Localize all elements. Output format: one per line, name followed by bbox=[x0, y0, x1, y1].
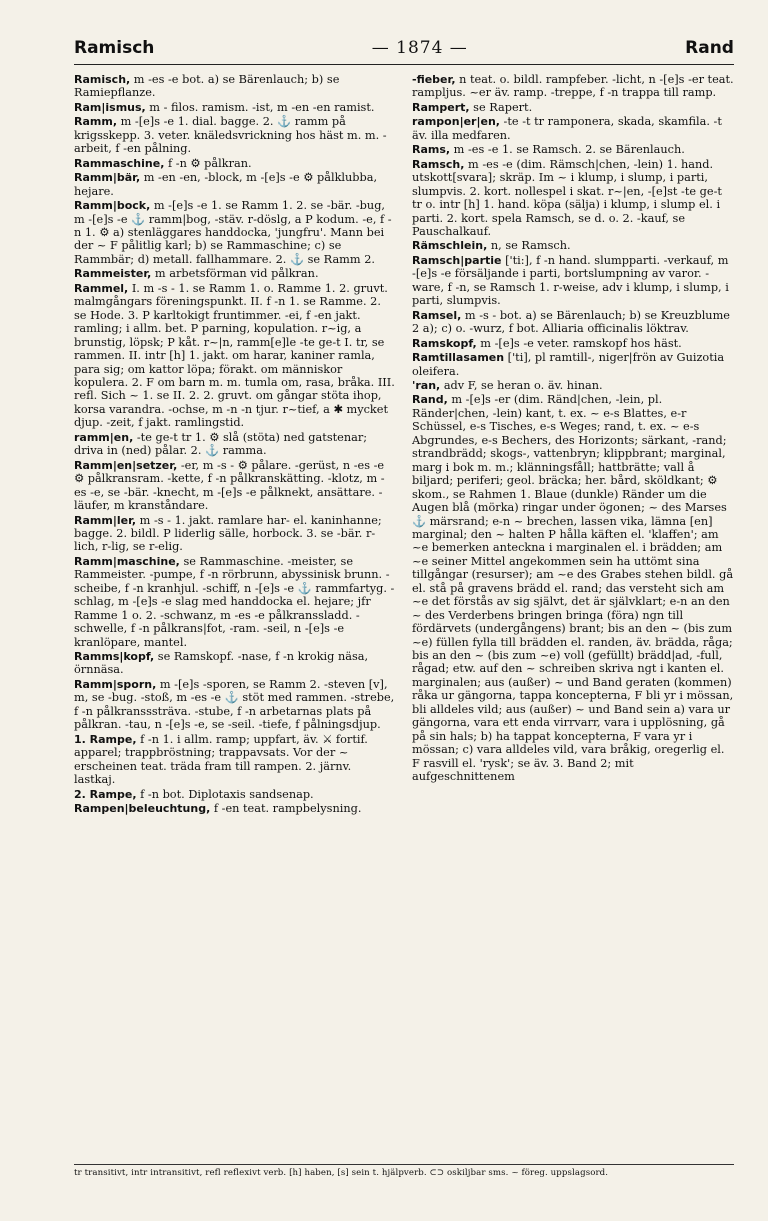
entry-definition: m arbetsförman vid pålkran. bbox=[151, 267, 319, 281]
entry-headword: Ramtillasamen bbox=[412, 351, 505, 365]
dictionary-entry bbox=[412, 309, 734, 336]
entry-definition: -te ge-t tr 1. ⚙ slå (stöta) ned gatstenar; driva in (ned) pålar. 2. ⚓ ramma. bbox=[74, 430, 368, 458]
entry-headword: Rämschlein, bbox=[412, 239, 488, 253]
entry-headword: Ramsch|partie bbox=[412, 253, 502, 267]
entry-headword: Ramm|sporn, bbox=[74, 677, 157, 691]
entry-headword: Ramm, bbox=[74, 115, 117, 129]
entry-headword: 'ran, bbox=[412, 378, 441, 392]
entry-headword: Ramms|kopf, bbox=[74, 650, 155, 664]
dictionary-entry bbox=[412, 143, 734, 156]
dictionary-entry bbox=[74, 514, 396, 554]
dictionary-entry bbox=[74, 171, 396, 198]
entry-definition: m -es -e bot. a) se Bärenlauch; b) se Ramiepflanze. bbox=[74, 73, 340, 100]
entry-definition: f -n bot. Diplotaxis sandsenap. bbox=[136, 787, 314, 801]
entry-definition: se Ramskopf. -nase, f -n krokig näsa, örnnäsa. bbox=[74, 650, 369, 677]
entry-definition: se Rapert. bbox=[469, 100, 533, 114]
dictionary-entry bbox=[74, 733, 396, 787]
entry-headword: -fieber, bbox=[412, 73, 456, 86]
entry-headword: Ramm|ler, bbox=[74, 513, 137, 527]
entry-definition: m -en -en, -block, m -[e]s -e ⚙ pålklubba, hejare. bbox=[74, 171, 378, 198]
dictionary-entry bbox=[74, 459, 396, 513]
entry-headword: Ramm|maschine, bbox=[74, 554, 180, 568]
entry-definition: f -n ⚙ pålkran. bbox=[164, 156, 252, 170]
entry-definition: -te -t tr ramponera, skada, skamfila. -t äv. illa medfaren. bbox=[412, 115, 722, 142]
entry-headword: Ramsch, bbox=[412, 157, 465, 171]
entry-definition: adv F, se heran o. äv. hinan. bbox=[440, 378, 603, 392]
abbreviation-footer: tr transitivt, intr intransitivt, refl reflexivt verb. [h] haben, [s] sein t. hjälpverb. ⊂⊃ oskiljbar sms. ~ föreg. uppslagsord. bbox=[74, 1164, 734, 1178]
dictionary-entry bbox=[74, 73, 396, 100]
entry-headword: Ramskopf, bbox=[412, 336, 477, 350]
entry-headword: Ramsel, bbox=[412, 308, 462, 322]
dictionary-entry bbox=[74, 199, 396, 266]
entry-definition: m -s - bot. a) se Bärenlauch; b) se Kreuzblume 2 a); c) o. -wurz, f bot. Alliaria officinalis löktrav. bbox=[412, 308, 730, 336]
entry-definition: n teat. o. bildl. rampfeber. -licht, n -[e]s -er teat. rampljus. ~er äv. ramp. -treppe, f -n trappa till ramp. bbox=[412, 73, 734, 100]
entry-definition: m -es -e 1. se Ramsch. 2. se Bärenlauch. bbox=[450, 143, 685, 157]
entry-definition: m -s - 1. jakt. ramlare har- el. kaninhanne; bagge. 2. bildl. P liderlig sälle, horbock. 3. se -bär. r-lich, r-lig, se r-elig. bbox=[74, 513, 382, 554]
dictionary-entry bbox=[412, 351, 734, 378]
columns bbox=[74, 73, 734, 815]
dictionary-entry bbox=[412, 254, 734, 308]
entry-definition: m -[e]s -sporen, se Ramm 2. -steven [v], m, se -bug. -stoß, m -es -e ⚓ stöt med rammen. -strebe, f -n pålkransssträva. -stube, f -n arbetarnas plats på pålkran. -tau, n -[e]s -e, se -seil. -tiefe, f pålningsdjup. bbox=[74, 677, 395, 732]
dictionary-entry bbox=[412, 73, 734, 100]
dictionary-entry bbox=[412, 393, 734, 783]
page-number: — 1874 — bbox=[371, 38, 468, 58]
entry-definition: m -[e]s -e 1. dial. bagge. 2. ⚓ ramm på krigsskepp. 3. veter. knäledsvrickning hos häst m. m. -arbeit, f -en pålning. bbox=[74, 115, 387, 156]
entry-headword: rampon|er|en, bbox=[412, 115, 500, 129]
entry-definition: se Rammaschine. -meister, se Rammeister. -pumpe, f -n rörbrunn, abyssinisk brunn. -scheibe, f -n kranhjul. -schiff, n -[e]s -e ⚓ rammfartyg. -schlag, m -[e]s -e slag med handdocka el. hejare; jfr Ramme 1 o. 2. -schwanz, m -es -e pålkranssladd. -schwelle, f -n pålkrans|fot, -ram. -seil, n -[e]s -e kranlöpare, mantel. bbox=[74, 554, 395, 649]
entry-headword: Ramisch, bbox=[74, 73, 131, 86]
dictionary-entry bbox=[74, 788, 396, 801]
entry-definition: I. m -s - 1. se Ramm 1. o. Ramme 1. 2. gruvt. malmgångars föreningspunkt. II. f -n 1. se Ramme. 2. se Hode. 3. P karltokigt fruntimmer. -ei, f -en jakt. ramling; i allm. bet. P parning, kopulation. r~ig, a brunstig, löpsk; P kåt. r~|n, ramm[e]le -te ge-t I. tr, se rammen. II. intr [h] 1. jakt. om harar, kaniner ramla, para sig; om kattor löpa; förakt. om människor kopulera. 2. F om barn m. m. tumla om, rasa, bråka. III. refl. Sich ~ 1. se II. 2. 2. gruvt. om gångar stöta ihop, korsa varandra. -ochse, m -n -n tjur. r~tief, a ✱ mycket djup. -zeit, f jakt. ramlingstid. bbox=[74, 281, 395, 430]
left-column bbox=[74, 73, 396, 815]
entry-definition: ['ti], pl ramtill-, niger|frön av Guizotia oleifera. bbox=[412, 351, 725, 378]
entry-headword: 2. Rampe, bbox=[74, 787, 137, 801]
entry-headword: Rams, bbox=[412, 143, 451, 157]
dictionary-entry bbox=[412, 158, 734, 239]
entry-headword: Rampert, bbox=[412, 100, 470, 114]
dictionary-entry bbox=[74, 282, 396, 430]
left-guide-word: Ramisch bbox=[74, 38, 155, 58]
entry-definition: m -[e]s -er (dim. Ränd|chen, -lein, pl. Ränder|chen, -lein) kant, t. ex. ~ e-s Blattes, e-r Schüssel, e-s Tisches, e-s Weges; rand, t. ex. ~ e-s Abgrundes, e-s Bechers, des Horizonts; särkant, -rand; strandbrädd; skogs-, vattenbryn; klippbrant; marginal, marg i bok m. m.; klänningsfåll; hattbrätte; vall å biljard; periferi; geol. bräcka; her. bård, sköldkant; ⚙ skom., se Rahmen 1. Blaue (dunkle) Ränder um die Augen blå (mörka) ringar under ögonen; ~ des Marses ⚓ märsrand; e-n ~ brechen, lassen vika, lämna [en] marginal; den ~ halten P hålla käften el. 'klaffen'; am ~e bemerken anteckna i marginalen el. i brädden; am ~e seiner Mittel angekommen sein ha uttömt sina tillgångar (resurser); am ~e des Grabes stehen bildl. gå el. stå på gravens brädd el. rand; das versteht sich am ~e det förstås av sig självt, det är självklart; e-n an den ~ des Verderbens bringen bringa (föra) ngn till fördärvets (undergångens) brant; bis an den ~ (bis zum ~e) füllen fylla till brädden el. randen, äv. brädda, råga; bis an den ~ (bis zum ~e) voll (gefüllt) brädd|ad, -full, rågad; etw. auf den ~ schreiben skriva ngt i kanten el. marginalen; aus (außer) ~ und Band geraten (kommen) råka ur gängorna, tappa koncepterna, F bli yr i mössan, bli alldeles vild; aus (außer) ~ und Band sein a) vara ur gängorna, vara ett enda virrvarr, vara i upplösning, gå på sin hals; b) ha tappat koncepterna, F vara yr i mössan; c) vara alldeles vild, vara bråkig, oregerlig el. F rasvill el. 'rysk'; se äv. 3. Band 2; mit aufgeschnittenem bbox=[412, 393, 734, 784]
entry-definition: m - filos. ramism. -ist, m -en -en ramist. bbox=[145, 100, 375, 114]
dictionary-entry bbox=[412, 239, 734, 252]
right-column bbox=[412, 73, 734, 815]
entry-headword: ramm|en, bbox=[74, 430, 134, 444]
entry-headword: Ram|ismus, bbox=[74, 100, 146, 114]
entry-headword: Ramm|bär, bbox=[74, 171, 141, 185]
dictionary-entry bbox=[412, 101, 734, 114]
entry-definition: m -[e]s -e 1. se Ramm 1. 2. se -bär. -bug, m -[e]s -e ⚓ ramm|bog, -stäv. r-döslg, a P kodum. -e, f -n 1. ⚙ a) stenläggares handdocka, 'jungfru'. Mann bei der ~ F pålitlig karl; b) se Rammaschine; c) se Rammbär; d) metall. fallhammare. 2. ⚓ se Ramm 2. bbox=[74, 199, 392, 266]
entry-headword: 1. Rampe, bbox=[74, 732, 137, 746]
entry-headword: Ramm|en|setzer, bbox=[74, 458, 178, 472]
entry-headword: Rammaschine, bbox=[74, 156, 165, 170]
entry-definition: f -en teat. rampbelysning. bbox=[210, 802, 362, 816]
entry-headword: Rammeister, bbox=[74, 267, 152, 281]
entry-definition: m -[e]s -e veter. ramskopf hos häst. bbox=[476, 336, 682, 350]
dictionary-entry bbox=[74, 802, 396, 815]
entry-definition: m -es -e (dim. Rämsch|chen, -lein) 1. hand. utskott[svara]; skräp. Im ~ i klump, i slump, i parti, slumpvis. 2. kort. nollespel i skat. r~|en, -[e]st -te ge-t tr o. intr [h] 1. hand. köpa (sälja) i klump, i slump el. i parti. 2. kort. spela Ramsch, se d. o. 2. -kauf, se Pauschalkauf. bbox=[412, 157, 722, 238]
page-header bbox=[74, 38, 734, 65]
entry-definition: -er, m -s - ⚙ pålare. -gerüst, n -es -e ⚙ pålkransram. -kette, f -n pålkranskätting. -klotz, m -es -e, se -bär. -knecht, m -[e]s -e pålknekt, ansättare. -läufer, m kranståndare. bbox=[74, 458, 385, 513]
entry-headword: Ramm|bock, bbox=[74, 199, 151, 213]
entry-definition: f -n 1. i allm. ramp; uppfart, äv. ⚔ fortif. apparel; trappbröstning; trappavsats. Vor der ~ erscheinen teat. träda fram till rampen. 2. järnv. lastkaj. bbox=[74, 732, 368, 787]
dictionary-entry bbox=[74, 267, 396, 280]
dictionary-entry bbox=[74, 678, 396, 732]
dictionary-entry bbox=[412, 337, 734, 350]
dictionary-entry bbox=[412, 379, 734, 392]
dictionary-entry bbox=[74, 555, 396, 649]
dictionary-entry bbox=[412, 115, 734, 142]
dictionary-entry bbox=[74, 115, 396, 155]
entry-headword: Rammel, bbox=[74, 281, 129, 295]
dictionary-entry bbox=[74, 650, 396, 677]
entry-headword: Rampen|beleuchtung, bbox=[74, 802, 211, 816]
dictionary-entry bbox=[74, 431, 396, 458]
dictionary-entry bbox=[74, 157, 396, 170]
entry-headword: Rand, bbox=[412, 393, 448, 407]
entry-definition: n, se Ramsch. bbox=[487, 239, 571, 253]
right-guide-word: Rand bbox=[685, 38, 734, 58]
entry-definition: ['ti:], f -n hand. slumpparti. -verkauf, m -[e]s -e försäljande i parti, bortslumpning av varor. -ware, f -n, se Ramsch 1. r-weise, adv i klump, i slump, i parti, slumpvis. bbox=[412, 253, 729, 308]
dictionary-entry bbox=[74, 101, 396, 114]
